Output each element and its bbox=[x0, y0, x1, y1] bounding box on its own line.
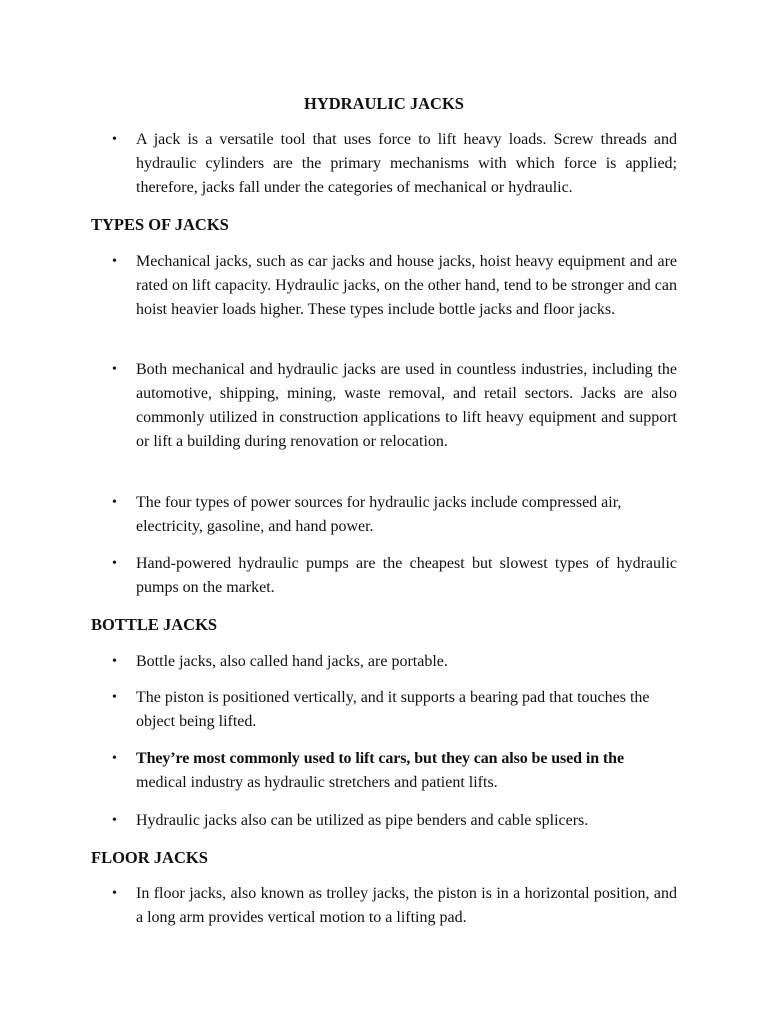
bullet-icon: • bbox=[112, 690, 117, 705]
bullet-icon: • bbox=[112, 495, 117, 510]
paragraph-first-line: They’re most commonly used to lift cars, but they can also be used in the bbox=[136, 750, 624, 767]
list-item bbox=[112, 552, 677, 600]
bullet-icon: • bbox=[112, 362, 117, 377]
bullet-icon: • bbox=[112, 254, 117, 269]
list-item bbox=[112, 747, 677, 795]
list-item bbox=[112, 128, 677, 200]
paragraph-text: The four types of power sources for hydraulic jacks include compressed air, electricity, gasoline, and hand power. bbox=[136, 494, 622, 535]
section-heading-types-of-jacks: TYPES OF JACKS bbox=[91, 215, 229, 234]
paragraph-rest: medical industry as hydraulic stretchers and patient lifts. bbox=[136, 774, 498, 791]
list-item bbox=[112, 650, 677, 674]
bullet-icon: • bbox=[112, 654, 117, 669]
document-title: HYDRAULIC JACKS bbox=[304, 94, 464, 113]
bullet-icon: • bbox=[112, 556, 117, 571]
section-heading-floor-jacks: FLOOR JACKS bbox=[91, 848, 208, 867]
bullet-icon: • bbox=[112, 751, 117, 766]
bullet-icon: • bbox=[112, 886, 117, 901]
paragraph-text bbox=[136, 747, 677, 795]
list-item bbox=[112, 809, 677, 833]
paragraph-text: Hydraulic jacks also can be utilized as pipe benders and cable splicers. bbox=[136, 812, 589, 829]
list-item bbox=[112, 882, 677, 930]
paragraph-text: Bottle jacks, also called hand jacks, are portable. bbox=[136, 653, 448, 670]
paragraph-text: Hand-powered hydraulic pumps are the cheapest but slowest types of hydraulic pumps on the market. bbox=[136, 555, 677, 596]
list-item bbox=[112, 358, 677, 454]
list-item bbox=[112, 686, 677, 734]
paragraph-text: A jack is a versatile tool that uses force to lift heavy loads. Screw threads and hydraulic cylinders are the primary mechanisms with which force is applied; therefore, jacks fall under the categories of mechanical or hydraulic. bbox=[136, 131, 677, 196]
section-heading-bottle-jacks: BOTTLE JACKS bbox=[91, 615, 218, 634]
paragraph-text: Both mechanical and hydraulic jacks are used in countless industries, including the automotive, shipping, mining, waste removal, and retail sectors. Jacks are also commonly utilized in construction applications to lift heavy equipment and support or lift a building during renovation or relocation. bbox=[136, 361, 677, 450]
paragraph-text: The piston is positioned vertically, and it supports a bearing pad that touches the object being lifted. bbox=[136, 689, 650, 730]
paragraph-text: In floor jacks, also known as trolley jacks, the piston is in a horizontal position, and a long arm provides vertical motion to a lifting pad. bbox=[136, 885, 677, 926]
bullet-icon: • bbox=[112, 132, 117, 147]
bullet-icon: • bbox=[112, 813, 117, 828]
paragraph-text: Mechanical jacks, such as car jacks and house jacks, hoist heavy equipment and are rated on lift capacity. Hydraulic jacks, on the other hand, tend to be stronger and can hoist heavier loads higher. These types include bottle jacks and floor jacks. bbox=[136, 253, 677, 318]
list-item bbox=[112, 250, 677, 322]
list-item bbox=[112, 491, 677, 539]
